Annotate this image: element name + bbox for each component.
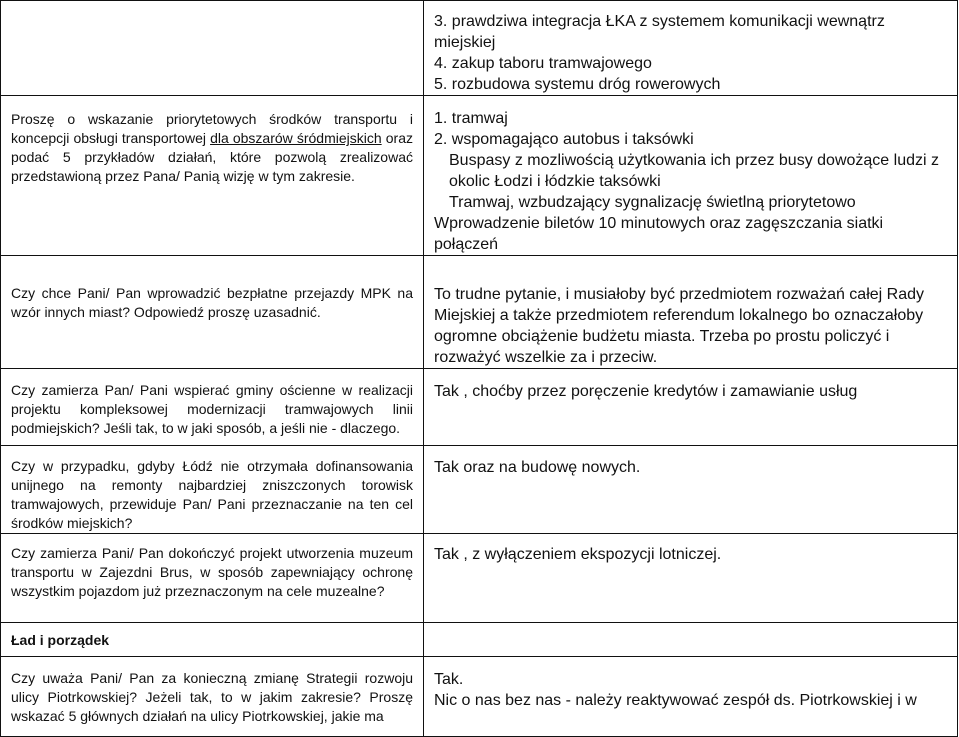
answer-line: Buspasy z mozliwością użytkowania ich przez busy dowożące ludzi z okolic Łodzi i łódzkie taksówki (449, 152, 939, 190)
question-cell (1, 534, 424, 623)
answer-text: To trudne pytanie, i musiałoby być przedmiotem rozważań całej Rady Miejskiej a także przedmiotem referendum lokalnego bo oznaczałoby ogromne obciążenie budżetu miasta. Trzeba po prostu policzyć i rozważyć wszelkie za i przeciw. (434, 286, 925, 366)
question-underlined-text: dla obszarów śródmiejskich (210, 130, 382, 146)
question-text: Czy uważa Pani/ Pan za konieczną zmianę Strategii rozwoju ulicy Piotrkowskiej? Jeżeli tak, to w jakim zakresie? Proszę wskazać 5 głównych działań na ulicy Piotrkowskiej, jakie ma (11, 670, 413, 724)
empty-question-cell (1, 1, 424, 96)
list-item: 4. zakup taboru tramwajowego (434, 55, 652, 72)
answer-text (424, 657, 957, 711)
answer-text: Tak , choćby przez poręczenie kredytów i zamawianie usług (434, 383, 858, 400)
question-cell (1, 369, 424, 446)
answer-line: Tak. (434, 671, 464, 688)
question-text: Czy chce Pani/ Pan wprowadzić bezpłatne przejazdy MPK na wzór innych miast? Odpowiedź proszę uzasadnić. (11, 285, 413, 320)
table-row (1, 446, 958, 534)
question-cell (1, 446, 424, 534)
question-text: Czy zamierza Pan/ Pani wspierać gminy ościenne w realizacji projektu kompleksowej modernizacji tramwajowych linii podmiejskich? Jeśli tak, to w jaki sposób, a jeśli nie - dlaczego. (11, 382, 413, 436)
table-row (1, 369, 958, 446)
table-row (1, 96, 958, 256)
answer-text (424, 96, 957, 255)
answer-cell (424, 1, 958, 96)
answer-cell (424, 96, 958, 256)
question-cell (1, 657, 424, 737)
question-cell (1, 96, 424, 256)
empty-answer-cell (424, 623, 958, 657)
question-text (1, 96, 423, 186)
table-row (1, 623, 958, 657)
question-cell (1, 256, 424, 369)
answer-line: Tramwaj, wzbudzający sygnalizację świetlną priorytetowo (449, 194, 856, 211)
answer-cell (424, 534, 958, 623)
section-heading: Ład i porządek (11, 632, 110, 648)
question-text-part: Proszę o wskazanie priorytetowych środków transportu i koncepcji obsługi transportowej (11, 111, 413, 146)
answer-cell (424, 369, 958, 446)
table-row (1, 534, 958, 623)
table-row (1, 256, 958, 369)
list-item: 3. prawdziwa integracja ŁKA z systemem komunikacji wewnątrz miejskiej (434, 13, 885, 51)
answer-text: Tak oraz na budowę nowych. (434, 459, 641, 476)
question-text: Czy w przypadku, gdyby Łódź nie otrzymała dofinansowania unijnego na remonty najbardziej zniszczonych torowisk tramwajowych, przewiduje Pan/ Pani przeznaczanie na ten cel środków miejskich? (11, 458, 413, 531)
table-row (1, 657, 958, 737)
answer-text: Tak , z wyłączeniem ekspozycji lotniczej. (434, 546, 722, 563)
answer-cell (424, 657, 958, 737)
list-item: 5. rozbudowa systemu dróg rowerowych (434, 76, 721, 93)
answer-cell (424, 446, 958, 534)
table-row (1, 1, 958, 96)
question-text: Czy zamierza Pani/ Pan dokończyć projekt utworzenia muzeum transportu w Zajezdni Brus, w sposób zapewniający ochronę wszystkim pojazdom już przeznaczonym na cele muzealne? (11, 545, 413, 599)
answer-line: 1. tramwaj (434, 110, 508, 127)
question-text-part: oraz podać 5 przykładów działań, które pozwolą zrealizować przedstawioną przez Pana/ Panią wizję w tym zakresie. (11, 130, 413, 184)
answer-line: 2. wspomagająco autobus i taksówki (434, 131, 694, 148)
section-heading-cell (1, 623, 424, 657)
top-list (424, 1, 957, 95)
answer-line: Nic o nas bez nas - należy reaktywować zespół ds. Piotrkowskiej i w (434, 692, 917, 709)
answer-line: Wprowadzenie biletów 10 minutowych oraz zagęszczania siatki połączeń (434, 215, 884, 253)
answer-cell (424, 256, 958, 369)
